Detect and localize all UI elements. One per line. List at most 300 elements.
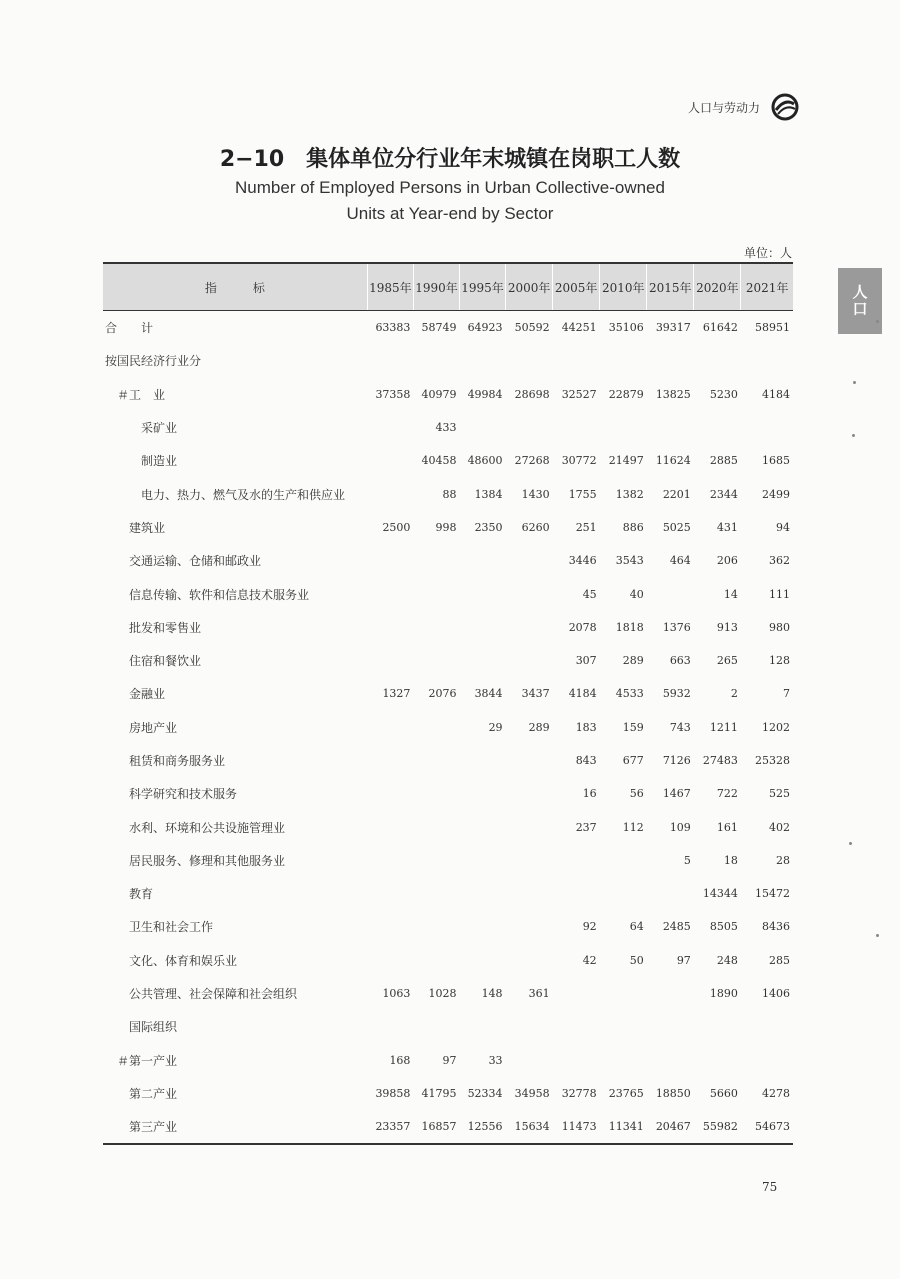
table-cell-value: 1376 [662, 620, 691, 634]
table-body [103, 311, 793, 1145]
table-cell-value [367, 477, 413, 510]
section-title: 人口与劳动力 [687, 100, 760, 115]
table-cell-value [647, 344, 694, 377]
table-cell-value: 97 [676, 953, 691, 967]
table-cell-value: 30772 [561, 454, 597, 468]
row-indicator-label: 批发和零售业 [129, 620, 202, 635]
table-cell-value [460, 910, 506, 943]
table-cell-value: 1327 [382, 687, 411, 701]
table-cell-value: 40458 [421, 454, 457, 468]
year-column-header: 1990年 [413, 263, 459, 311]
table-cell-value: 97 [442, 1053, 457, 1067]
year-column-header: 1985年 [367, 263, 413, 311]
table-cell-value: 6260 [521, 520, 550, 534]
table-row [103, 477, 793, 510]
table-cell-value [694, 344, 741, 377]
row-indicator-label: 按国民经济行业分 [105, 354, 202, 369]
table-cell-value [506, 411, 553, 444]
table-cell-value: 37358 [375, 387, 411, 401]
row-indicator-label: ＃工 业 [117, 387, 166, 402]
table-header-row [103, 263, 793, 311]
table-cell-value: 39317 [655, 321, 691, 335]
table-cell-value [506, 611, 553, 644]
table-cell-value: 843 [575, 754, 597, 767]
table-cell-value [553, 977, 600, 1010]
table-cell-value [600, 344, 647, 377]
table-cell-value: 5230 [709, 387, 738, 401]
table-cell-value: 56 [629, 787, 644, 801]
table-cell-value [413, 611, 459, 644]
table-cell-value: 2076 [428, 687, 457, 701]
row-indicator-label: 租赁和商务服务业 [129, 754, 226, 768]
table-row [103, 1044, 793, 1077]
table-cell-value: 14344 [702, 887, 738, 901]
statistics-logo-icon [770, 92, 800, 122]
table-cell-value: 5660 [709, 1086, 738, 1100]
table-cell-value: 1467 [662, 787, 691, 801]
table-cell-value [413, 944, 459, 977]
table-row [103, 577, 793, 610]
table-cell-value [460, 644, 506, 677]
table-cell-value: 64 [629, 920, 644, 934]
table-cell-value: 4278 [762, 1086, 790, 1100]
table-cell-value: 1685 [762, 454, 790, 468]
table-cell-value [367, 711, 413, 744]
table-cell-value [647, 411, 694, 444]
table-row [103, 344, 793, 377]
row-indicator-label: 住宿和餐饮业 [129, 654, 202, 669]
table-cell-value: 251 [575, 520, 597, 534]
table-row [103, 977, 793, 1010]
table-cell-value: 14 [723, 587, 738, 601]
table-row [103, 877, 793, 910]
table-cell-value: 28698 [514, 387, 550, 401]
table-cell-value [553, 844, 600, 877]
table-cell-value: 3844 [474, 687, 503, 701]
table-cell-value: 148 [481, 987, 503, 1001]
table-cell-value: 13825 [655, 387, 691, 401]
table-cell-value: 50 [629, 953, 644, 967]
table-cell-value: 1202 [762, 720, 790, 734]
table-cell-value [367, 844, 413, 877]
table-cell-value: 980 [769, 620, 790, 634]
table-cell-value: 3543 [615, 554, 644, 568]
table-cell-value: 168 [389, 1053, 411, 1067]
table-cell-value: 54673 [741, 1110, 793, 1144]
table-cell-value: 1028 [428, 987, 457, 1001]
table-cell-value: 32778 [561, 1086, 597, 1100]
table-cell-value [600, 977, 647, 1010]
table-cell-value: 8505 [709, 920, 738, 934]
table-cell-value [506, 544, 553, 577]
table-cell-value: 63383 [375, 321, 411, 335]
table-cell-value: 1406 [762, 987, 790, 1001]
table-cell-value [506, 810, 553, 843]
table-cell-value: 3446 [568, 554, 597, 568]
table-cell-value: 52334 [467, 1086, 503, 1100]
table-cell-value: 525 [769, 787, 790, 801]
table-cell-value: 161 [716, 820, 738, 834]
table-cell-value: 1382 [615, 487, 644, 501]
table-cell-value: 677 [622, 754, 644, 767]
table-row [103, 1077, 793, 1110]
table-cell-value: 35106 [608, 321, 644, 335]
table-cell-value: 34958 [514, 1086, 550, 1100]
table-cell-value: 58749 [421, 321, 457, 335]
table-cell-value [741, 1010, 793, 1043]
scan-speck [876, 320, 879, 323]
table-cell-value [553, 1010, 600, 1043]
table-cell-value [647, 1010, 694, 1043]
running-header [688, 92, 800, 122]
table-cell-value [506, 910, 553, 943]
page-title-chinese: 2−10 集体单位分行业年末城镇在岗职工人数 [219, 147, 681, 172]
table-cell-value: 265 [716, 654, 738, 668]
table-cell-value [741, 411, 793, 444]
year-column-header: 2020年 [694, 263, 741, 311]
table-cell-value [413, 711, 459, 744]
table-cell-value [413, 577, 459, 610]
table-cell-value: 289 [622, 654, 644, 668]
year-column-header: 2021年 [741, 263, 793, 311]
table-cell-value [367, 611, 413, 644]
table-cell-value: 15634 [506, 1110, 553, 1144]
table-cell-value [367, 444, 413, 477]
table-cell-value: 11341 [600, 1110, 647, 1144]
table-cell-value: 722 [716, 787, 738, 801]
table-cell-value [367, 744, 413, 777]
chapter-side-tab: 人口 [838, 268, 882, 334]
table-cell-value: 183 [575, 720, 597, 734]
table-cell-value: 2885 [709, 454, 738, 468]
table-cell-value [367, 810, 413, 843]
row-indicator-label: 卫生和社会工作 [129, 920, 214, 935]
table-cell-value [367, 944, 413, 977]
table-cell-value [413, 644, 459, 677]
table-cell-value [367, 910, 413, 943]
table-cell-value: 88 [442, 487, 457, 501]
table-cell-value: 11473 [553, 1110, 600, 1144]
table-cell-value: 22879 [608, 387, 644, 401]
table-cell-value: 5 [683, 853, 691, 867]
table-cell-value [741, 1044, 793, 1077]
table-cell-value: 4184 [762, 387, 790, 401]
table-row [103, 444, 793, 477]
table-cell-value: 32527 [561, 387, 597, 401]
table-cell-value: 433 [435, 421, 457, 435]
table-cell-value [553, 1044, 600, 1077]
table-cell-value [694, 1044, 741, 1077]
table-cell-value: 23357 [367, 1110, 413, 1144]
table-cell-value: 12556 [460, 1110, 506, 1144]
table-cell-value: 61642 [702, 321, 738, 335]
table-cell-value [647, 1044, 694, 1077]
table-cell-value: 248 [716, 953, 738, 967]
row-indicator-label: 制造业 [141, 454, 178, 469]
table-cell-value: 11624 [655, 454, 691, 468]
table-cell-value: 18 [723, 853, 738, 867]
table-cell-value: 5025 [662, 520, 691, 534]
table-cell-value: 23765 [608, 1086, 644, 1100]
table-cell-value: 45 [582, 587, 597, 601]
table-row [103, 944, 793, 977]
table-cell-value [413, 1010, 459, 1043]
table-cell-value: 111 [769, 587, 790, 601]
table-cell-value: 3437 [521, 687, 550, 701]
row-indicator-label: 交通运输、仓储和邮政业 [129, 554, 262, 569]
table-cell-value [460, 344, 506, 377]
table-cell-value: 1890 [709, 987, 738, 1001]
table-cell-value [413, 744, 459, 777]
table-row [103, 677, 793, 710]
table-cell-value: 15472 [755, 887, 790, 901]
title-en-line-2: Units at Year-end by Sector [346, 204, 554, 223]
table-cell-value: 49984 [467, 387, 503, 401]
table-cell-value: 4533 [615, 687, 644, 701]
table-cell-value: 109 [669, 820, 691, 834]
row-indicator-label: 合 计 [105, 321, 154, 336]
table-cell-value [506, 344, 553, 377]
table-cell-value [694, 1010, 741, 1043]
table-cell-value [506, 877, 553, 910]
table-cell-value: 112 [622, 820, 644, 834]
table-cell-value: 1430 [521, 487, 550, 501]
table-cell-value: 285 [769, 953, 790, 967]
row-indicator-label: 科学研究和技术服务 [129, 787, 238, 802]
table-cell-value: 159 [622, 720, 644, 734]
table-cell-value [600, 844, 647, 877]
table-cell-value: 361 [528, 987, 550, 1001]
table-cell-value: 1755 [568, 487, 597, 501]
table-cell-value [506, 644, 553, 677]
table-cell-value: 289 [528, 720, 550, 734]
table-cell-value [553, 411, 600, 444]
table-cell-value [413, 810, 459, 843]
table-cell-value [460, 577, 506, 610]
table-cell-value: 237 [575, 820, 597, 834]
table-cell-value: 307 [575, 654, 597, 668]
table-row [103, 511, 793, 544]
table-cell-value [694, 411, 741, 444]
table-cell-value [741, 344, 793, 377]
table-cell-value [367, 544, 413, 577]
table-cell-value: 40 [629, 587, 644, 601]
row-indicator-label: 建筑业 [129, 520, 166, 535]
scan-speck [876, 934, 879, 937]
row-indicator-label: 电力、热力、燃气及水的生产和供应业 [141, 487, 346, 502]
employment-table [103, 262, 793, 1145]
table-cell-value: 2499 [762, 487, 790, 501]
row-indicator-label: 采矿业 [141, 421, 178, 436]
row-indicator-label: 教育 [129, 887, 154, 902]
table-cell-value: 998 [435, 520, 457, 534]
table-cell-value: 48600 [467, 454, 503, 468]
table-row [103, 611, 793, 644]
row-indicator-label: 金融业 [129, 687, 166, 702]
table-cell-value [600, 1044, 647, 1077]
table-cell-value: 402 [769, 820, 790, 834]
table-row [103, 777, 793, 810]
table-cell-value: 2201 [662, 487, 691, 501]
row-indicator-label: 居民服务、修理和其他服务业 [129, 853, 286, 868]
table-cell-value: 41795 [421, 1086, 457, 1100]
table-cell-value: 29 [488, 720, 503, 734]
year-column-header: 2015年 [647, 263, 694, 311]
scan-speck [849, 842, 852, 845]
table-cell-value: 128 [769, 654, 790, 668]
table-cell-value [506, 844, 553, 877]
table-cell-value: 1063 [382, 987, 411, 1001]
table-cell-value [506, 744, 553, 777]
table-cell-value [460, 844, 506, 877]
row-indicator-label: ＃第一产业 [117, 1053, 178, 1068]
table-cell-value [413, 544, 459, 577]
table-cell-value [413, 910, 459, 943]
table-cell-value: 50592 [514, 321, 550, 335]
row-indicator-label: 国际组织 [129, 1020, 178, 1035]
page-number: 75 [762, 1180, 778, 1194]
year-column-header: 2010年 [600, 263, 647, 311]
table-cell-value [367, 344, 413, 377]
table-cell-value: 1384 [474, 487, 503, 501]
data-table-container [103, 262, 793, 1145]
table-cell-value [413, 877, 459, 910]
row-indicator-label: 信息传输、软件和信息技术服务业 [129, 587, 310, 602]
table-cell-value: 2 [730, 687, 738, 701]
table-row [103, 378, 793, 411]
table-cell-value [506, 1010, 553, 1043]
table-cell-value: 94 [776, 520, 790, 534]
table-cell-value [460, 944, 506, 977]
row-indicator-label: 水利、环境和公共设施管理业 [129, 820, 286, 835]
table-cell-value: 2485 [662, 920, 691, 934]
table-row [103, 644, 793, 677]
table-cell-value [647, 577, 694, 610]
table-cell-value: 206 [716, 554, 738, 568]
table-cell-value: 92 [582, 920, 597, 934]
table-cell-value: 42 [582, 953, 597, 967]
table-cell-value: 464 [669, 554, 691, 568]
table-cell-value [460, 777, 506, 810]
table-row [103, 844, 793, 877]
indicator-column-header: 指 标 [103, 263, 367, 311]
row-indicator-label: 公共管理、社会保障和社会组织 [129, 987, 298, 1002]
table-row [103, 711, 793, 744]
table-cell-value [460, 744, 506, 777]
table-cell-value: 7126 [662, 754, 691, 767]
table-cell-value [600, 411, 647, 444]
table-cell-value [367, 777, 413, 810]
table-cell-value [647, 877, 694, 910]
table-cell-value [600, 877, 647, 910]
title-en-line-1: Number of Employed Persons in Urban Collective-owned [235, 178, 665, 197]
table-row [103, 1010, 793, 1043]
table-cell-value: 913 [716, 620, 738, 634]
table-cell-value: 27268 [514, 454, 550, 468]
table-cell-value: 4184 [568, 687, 597, 701]
table-cell-value: 5932 [662, 687, 691, 701]
table-cell-value [367, 1010, 413, 1043]
table-cell-value [367, 411, 413, 444]
table-cell-value [413, 344, 459, 377]
table-cell-value: 58951 [755, 321, 790, 335]
table-cell-value [413, 844, 459, 877]
table-cell-value [460, 544, 506, 577]
table-cell-value: 21497 [608, 454, 644, 468]
table-row [103, 1110, 793, 1144]
scan-speck [853, 381, 856, 384]
table-row [103, 311, 793, 345]
unit-label: 单位：人 [743, 246, 792, 260]
table-cell-value [506, 577, 553, 610]
table-cell-value [460, 810, 506, 843]
table-cell-value: 663 [669, 654, 691, 668]
table-cell-value: 16 [582, 787, 597, 801]
scan-speck [852, 434, 855, 437]
table-row [103, 411, 793, 444]
table-cell-value: 44251 [561, 321, 597, 335]
table-cell-value: 2344 [709, 487, 738, 501]
row-indicator-label: 文化、体育和娱乐业 [129, 953, 238, 968]
table-cell-value [647, 977, 694, 1010]
table-cell-value: 25328 [755, 754, 790, 767]
table-cell-value: 886 [622, 520, 644, 534]
table-cell-value [506, 944, 553, 977]
table-cell-value [367, 877, 413, 910]
table-cell-value: 743 [669, 720, 691, 734]
table-cell-value: 2078 [568, 620, 597, 634]
table-cell-value: 18850 [655, 1086, 691, 1100]
table-cell-value: 40979 [421, 387, 457, 401]
row-indicator-label: 第二产业 [129, 1086, 178, 1101]
table-cell-value: 27483 [702, 754, 738, 767]
table-cell-value: 20467 [647, 1110, 694, 1144]
row-indicator-label: 第三产业 [103, 1110, 367, 1144]
table-cell-value [367, 577, 413, 610]
table-cell-value: 2350 [474, 520, 503, 534]
table-cell-value: 7 [783, 687, 790, 701]
table-row [103, 744, 793, 777]
table-row [103, 544, 793, 577]
table-cell-value [553, 877, 600, 910]
table-cell-value [600, 1010, 647, 1043]
table-cell-value: 64923 [467, 321, 503, 335]
table-cell-value [553, 344, 600, 377]
table-cell-value [367, 644, 413, 677]
table-cell-value: 33 [488, 1053, 503, 1067]
table-cell-value [460, 877, 506, 910]
table-row [103, 910, 793, 943]
table-cell-value [460, 411, 506, 444]
table-cell-value [506, 1044, 553, 1077]
row-indicator-label: 房地产业 [129, 720, 178, 735]
table-cell-value: 8436 [762, 920, 790, 934]
table-cell-value: 55982 [694, 1110, 741, 1144]
table-cell-value: 39858 [375, 1086, 411, 1100]
year-column-header: 1995年 [460, 263, 506, 311]
year-column-header: 2000年 [506, 263, 553, 311]
page-title-english [0, 175, 900, 227]
table-cell-value: 362 [769, 554, 790, 568]
table-cell-value [460, 1010, 506, 1043]
table-cell-value: 16857 [413, 1110, 459, 1144]
table-cell-value: 1211 [709, 720, 738, 734]
table-row [103, 810, 793, 843]
table-cell-value: 1818 [615, 620, 644, 634]
table-cell-value [413, 777, 459, 810]
table-cell-value [460, 611, 506, 644]
table-cell-value: 431 [716, 520, 738, 534]
